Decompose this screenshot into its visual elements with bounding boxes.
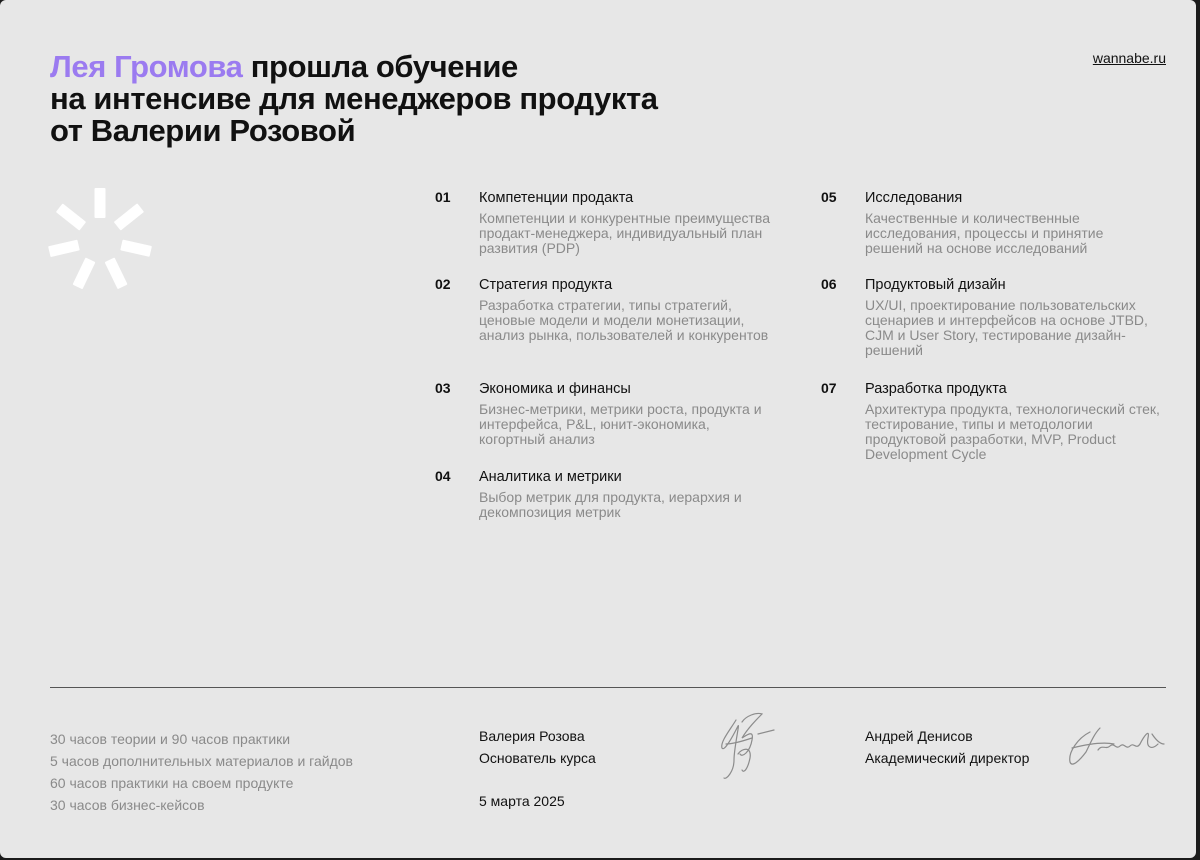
headline-line-3: от Валерии Розовой [50,113,356,148]
founder-signature [712,708,784,786]
issue-date: 5 марта 2025 [479,793,565,809]
topic-title: Исследования [865,190,963,206]
headline-line-1 [50,51,810,83]
topic-description: UX/UI, проектирование пользовательских сценариев и интерфейсов на основе JTBD, CJM и User Story, тестирование дизайн-решений [865,297,1148,358]
topic-description: Бизнес-метрики, метрики роста, продукта и интерфейса, P&L, юнит-экономика, когортный анализ [479,401,762,447]
stat-item: 60 часов практики на своем продукте [50,775,294,791]
topic-item [435,380,765,447]
topic-title: Аналитика и метрики [479,469,622,485]
topic-title: Экономика и финансы [479,381,631,397]
certificate-headline [50,51,810,147]
topic-number: 06 [821,276,837,292]
topic-number: 03 [435,380,451,396]
topic-number: 02 [435,276,451,292]
headline-line-2: на интенсиве для менеджеров продукта [50,81,658,116]
student-name: Лея Громова [50,49,243,84]
signer-role: Академический директор [865,750,1030,766]
topic-item [821,276,1151,358]
topic-description: Качественные и количественные исследования, процессы и принятие решений на основе исследований [865,210,1104,256]
director-signature [1064,722,1168,770]
topic-title: Разработка продукта [865,381,1007,397]
topic-description: Компетенции и конкурентные преимущества продакт-менеджера, индивидуальный план развития (PDP) [479,210,770,256]
signer-role: Основатель курса [479,750,596,766]
topic-item [821,189,1151,256]
signer-founder [479,725,596,769]
topic-title: Компетенции продакта [479,190,634,206]
stat-item: 5 часов дополнительных материалов и гайдов [50,753,353,769]
signer-name: Валерия Розова [479,728,585,744]
topic-number: 07 [821,380,837,396]
topic-item [435,189,770,256]
logo-icon [48,188,152,292]
stat-item: 30 часов теории и 90 часов практики [50,731,291,747]
topic-description: Архитектура продукта, технологический стек, тестирование, типы и методологии продуктовой разработки, MVP, Product Development Cycle [865,401,1160,462]
topic-number: 01 [435,189,451,205]
signer-name: Андрей Денисов [865,728,973,744]
topic-title: Стратегия продукта [479,277,613,293]
topic-item [435,276,769,343]
topic-description: Выбор метрик для продукта, иерархия и декомпозиция метрик [479,489,742,520]
stat-item: 30 часов бизнес-кейсов [50,797,205,813]
topic-description: Разработка стратегии, типы стратегий, ценовые модели и модели монетизации, анализ рынка, пользователей и конкурентов [479,297,769,343]
headline-line-1-rest: прошла обучение [242,49,518,84]
topic-number: 04 [435,468,451,484]
topic-number: 05 [821,189,837,205]
topic-item [435,468,765,520]
divider [50,687,1166,688]
topic-item [821,380,1160,462]
signer-director [865,725,1029,769]
topic-title: Продуктовый дизайн [865,277,1006,293]
site-link[interactable]: wannabe.ru [1092,50,1166,66]
course-stats [50,728,353,816]
